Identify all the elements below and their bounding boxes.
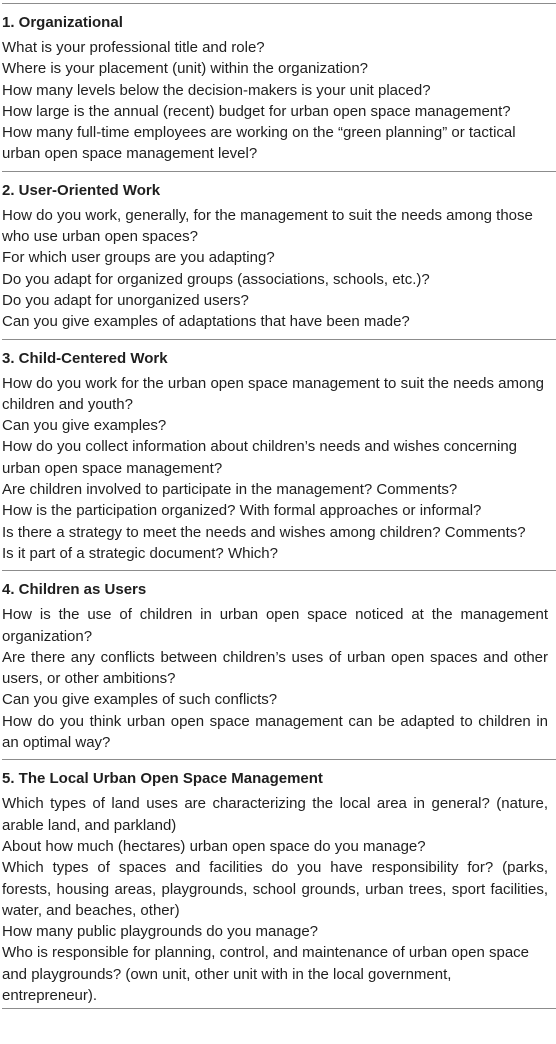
question: How large is the annual (recent) budget for urban open space management? <box>2 102 511 120</box>
question: For which user groups are you adapting? <box>2 249 275 267</box>
question: How many full-time employees are working on the “green planning” or tactical urban open space management level? <box>2 124 516 163</box>
question: Where is your placement (unit) within the organization? <box>2 60 369 78</box>
question: About how much (hectares) urban open space do you manage? <box>2 837 426 855</box>
section-title: 2. User-Oriented Work <box>2 181 161 199</box>
question: Can you give examples? <box>2 417 167 435</box>
question: Which types of land uses are characterizing the local area in general? (nature, arable land, and parkland) <box>2 795 548 834</box>
question: How do you work for the urban open space management to suit the needs among children and youth? <box>2 374 544 413</box>
question: How do you collect information about children’s needs and wishes concerning urban open space management? <box>2 438 518 477</box>
section-organizational <box>2 3 556 171</box>
question: Is there a strategy to meet the needs and wishes among children? Comments? <box>2 523 526 541</box>
question: Are there any conflicts between children’s uses of urban open spaces and other users, or other ambitions? <box>2 648 548 688</box>
question: How many levels below the decision-makers is your unit placed? <box>2 81 431 99</box>
question: Which types of spaces and facilities do you have responsibility for? (parks, forests, housing areas, playgrounds, school grounds, urban trees, sport facilities, water, and beaches, other) <box>2 859 548 919</box>
question: How do you think urban open space management can be adapted to children in an optimal way? <box>2 712 548 752</box>
question: Is it part of a strategic document? Which? <box>2 544 278 562</box>
section-title: 3. Child-Centered Work <box>2 349 168 367</box>
question: What is your professional title and role? <box>2 39 265 56</box>
question: Can you give examples of adaptations that have been made? <box>2 313 410 331</box>
section-title: 1. Organizational <box>2 14 123 31</box>
question: Who is responsible for planning, control, and maintenance of urban open space and playgrounds? (own unit, other unit with in the local government, entrepreneur). <box>2 944 529 1004</box>
section-local-urban-open-space-management <box>2 759 556 1009</box>
question: Do you adapt for unorganized users? <box>2 291 249 309</box>
section-title: 5. The Local Urban Open Space Management <box>2 770 323 788</box>
question: Do you adapt for organized groups (associations, schools, etc.)? <box>2 270 430 288</box>
question: How many public playgrounds do you manage? <box>2 923 319 941</box>
question: How do you work, generally, for the management to suit the needs among those who use urban open spaces? <box>2 206 533 246</box>
section-user-oriented-work <box>2 171 556 339</box>
section-child-centered-work <box>2 339 556 571</box>
section-title: 4. Children as Users <box>2 581 147 599</box>
question: Can you give examples of such conflicts? <box>2 691 278 709</box>
question: Are children involved to participate in the management? Comments? <box>2 481 458 499</box>
question: How is the use of children in urban open space noticed at the management organization? <box>2 606 548 645</box>
section-children-as-users <box>2 570 556 759</box>
question: How is the participation organized? With formal approaches or informal? <box>2 502 482 520</box>
